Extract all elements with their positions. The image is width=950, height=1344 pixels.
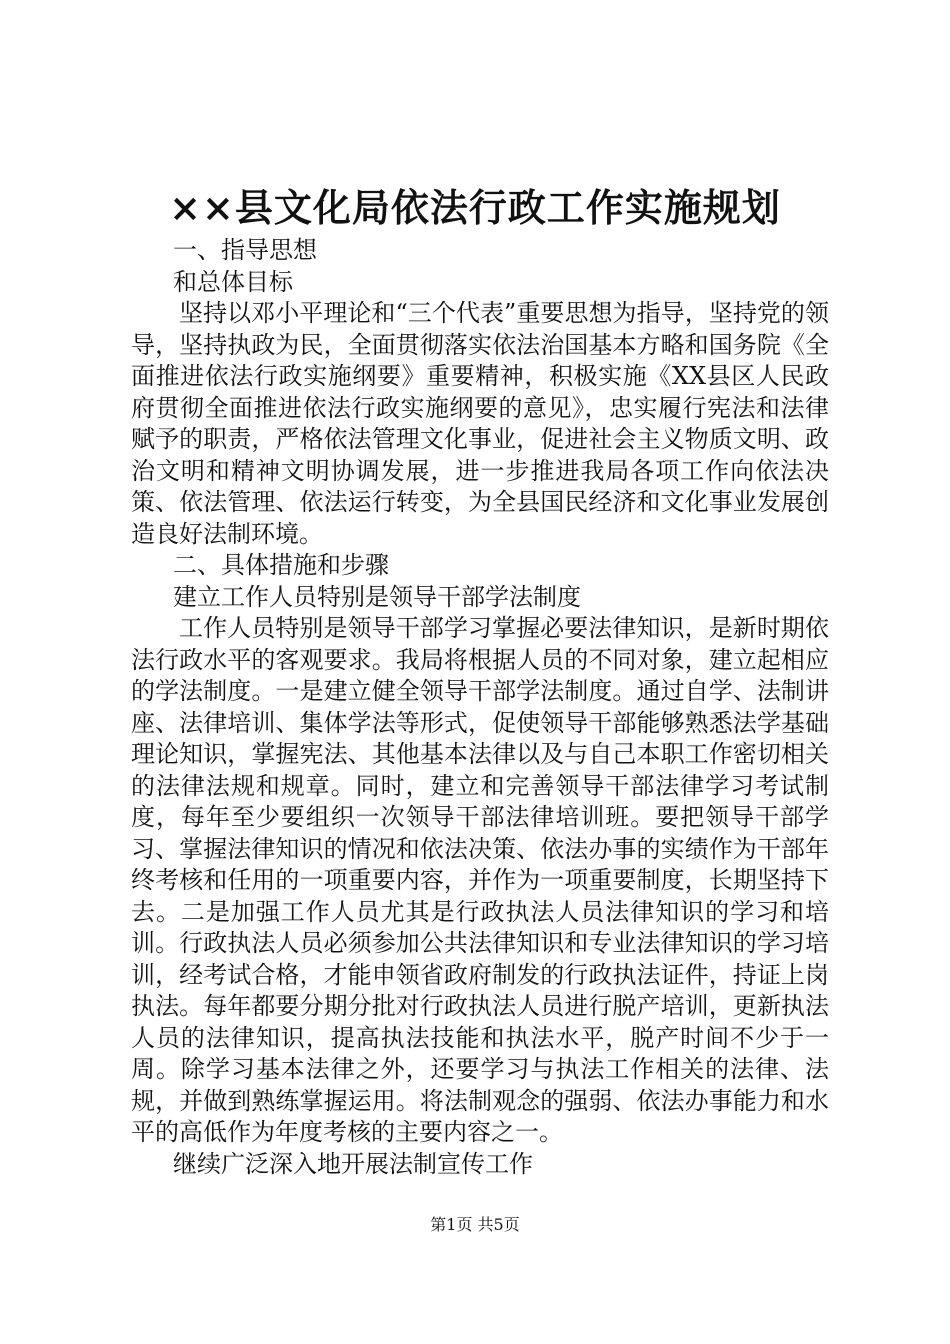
document-title: ××县文化局依法行政工作实施规划 bbox=[169, 185, 781, 230]
section2-paragraph-1: 工作人员特别是领导干部学习掌握必要法律知识，是新时期依法行政水平的客观要求。我局将根据人员的不同对象，建立起相应的学法制度。一是建立健全领导干部学法制度。通过自学、法制讲座、法律培训、集体学法等形式，促使领导干部能够熟悉法学基础理论知识，掌握宪法、其他基本法律以及与自己本职工作密切相关的法律法规和规章。同时，建立和完善领导干部法律学习考试制度，每年至少要组织一次领导干部法律培训班。要把领导干部学习、掌握法律知识的情况和依法决策、依法办事的实绩作为干部年终考核和任用的一项重要内容，并作为一项重要制度，长期坚持下去。二是加强工作人员尤其是行政执法人员法律知识的学习和培训。行政执法人员必须参加公共法律知识和专业法律知识的学习培训，经考试合格，才能申领省政府制发的行政执法证件，持证上岗执法。每年都要分期分批对行政执法人员进行脱产培训，更新执法人员的法律知识，提高执法技能和执法水平，脱产时间不少于一周。除学习基本法律之外，还要学习与执法工作相关的法律、法规，并做到熟练掌握运用。将法制观念的强弱、依法办事能力和水平的高低作为年度考核的主要内容之一。 bbox=[131, 614, 829, 1146]
section1-heading: 一、指导思想 bbox=[173, 236, 317, 264]
section2-subheading-1: 建立工作人员特别是领导干部学法制度 bbox=[173, 582, 581, 611]
section2-subheading-2: 继续广泛深入地开展法制宣传工作 bbox=[173, 1149, 533, 1178]
page-footer: 第1页 共5页 bbox=[430, 1215, 520, 1234]
section1-paragraph: 坚持以邓小平理论和“三个代表”重要思想为指导，坚持党的领导，坚持执政为民，全面贯彻落实依法治国基本方略和国务院《全面推进依法行政实施纲要》重要精神，积极实施《XX县区人民政府贯彻全面推进依法行政实施纲要的意见》，忠实履行宪法和法律赋予的职责，严格依法管理文化事业，促进社会主义物质文明、政治文明和精神文明协调发展，进一步推进我局各项工作向依法决策、依法管理、依法运行转变，为全县国民经济和文化事业发展创造良好法制环境。 bbox=[131, 299, 829, 548]
section2-heading: 二、具体措施和步骤 bbox=[173, 551, 389, 579]
document-body bbox=[131, 235, 829, 1180]
section1-subheading: 和总体目标 bbox=[173, 267, 293, 296]
